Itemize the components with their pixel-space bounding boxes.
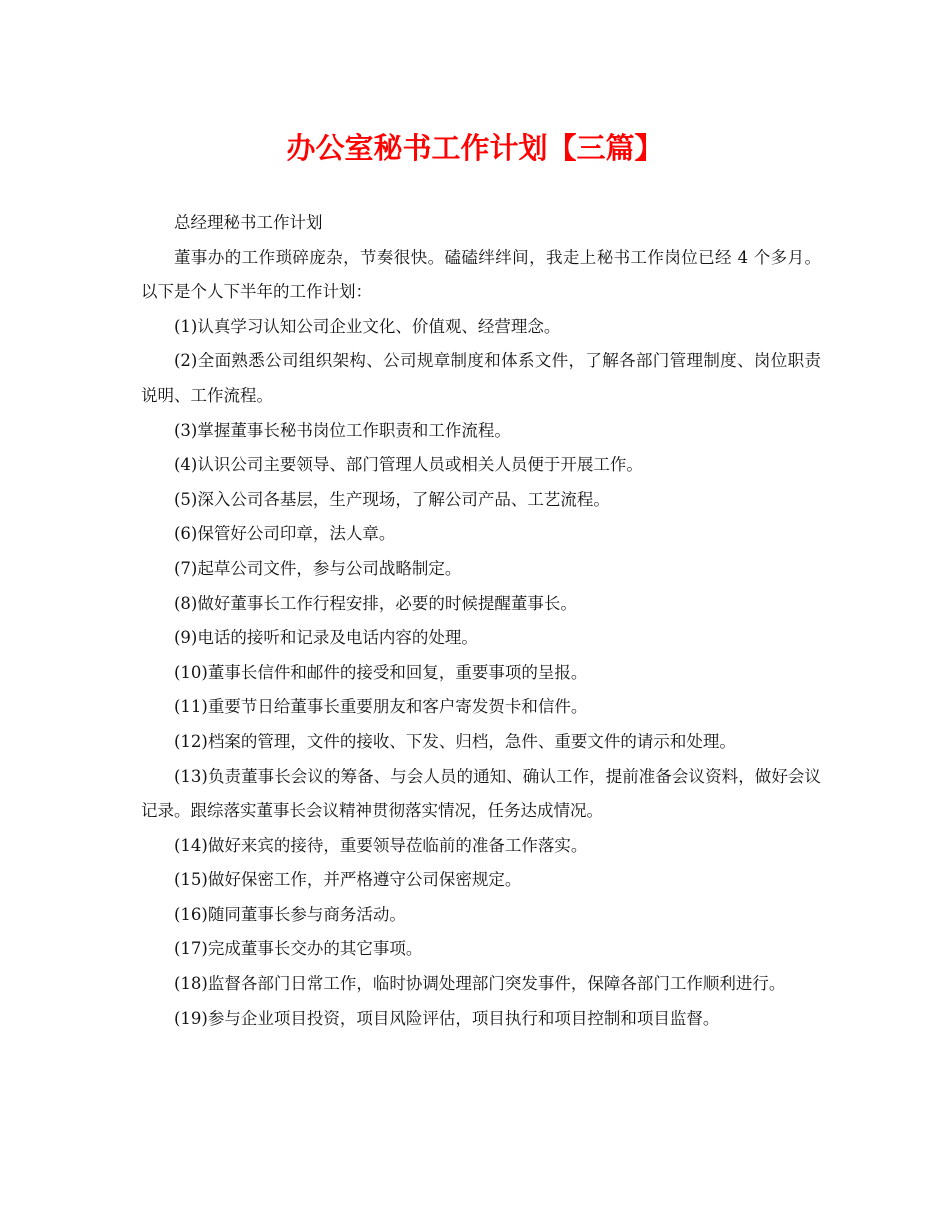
list-item: (9)电话的接听和记录及电话内容的处理。 — [174, 628, 478, 648]
list-item: (11)重要节日给董事长重要朋友和客户寄发贺卡和信件。 — [174, 697, 588, 717]
list-item: (1)认真学习认知公司企业文化、价值观、经营理念。 — [174, 316, 561, 336]
list-item: (5)深入公司各基层，生产现场，了解公司产品、工艺流程。 — [174, 489, 610, 509]
document-title: 办公室秘书工作计划【三篇】 — [286, 131, 664, 165]
list-item: (12)档案的管理，文件的接收、下发、归档，急件、重要文件的请示和处理。 — [174, 731, 736, 751]
list-item: (2)全面熟悉公司组织架构、公司规章制度和体系文件，了解各部门管理制度、岗位职责说明、工作流程。 — [141, 351, 821, 405]
list-item: (19)参与企业项目投资，项目风险评估，项目执行和项目控制和项目监督。 — [174, 1008, 720, 1028]
list-item: (3)掌握董事长秘书岗位工作职责和工作流程。 — [174, 420, 511, 440]
list-item: (17)完成董事长交办的其它事项。 — [174, 939, 423, 959]
list-item: (4)认识公司主要领导、部门管理人员或相关人员便于开展工作。 — [174, 455, 643, 475]
list-item: (8)做好董事长工作行程安排，必要的时候提醒董事长。 — [174, 593, 577, 613]
list-item: (15)做好保密工作，并严格遵守公司保密规定。 — [174, 870, 522, 890]
list-item: (7)起草公司文件，参与公司战略制定。 — [174, 558, 462, 578]
list-item: (16)随同董事长参与商务活动。 — [174, 904, 406, 924]
list-item: (6)保管好公司印章，法人章。 — [174, 524, 396, 544]
paragraph-section-heading: 总经理秘书工作计划 — [174, 213, 323, 232]
list-item: (10)董事长信件和邮件的接受和回复，重要事项的呈报。 — [174, 662, 588, 682]
document-body — [141, 206, 821, 1036]
list-item: (14)做好来宾的接待，重要领导莅临前的准备工作落实。 — [174, 835, 588, 855]
paragraph-intro: 董事办的工作琐碎庞杂，节奏很快。磕磕绊绊间，我走上秘书工作岗位已经 4 个多月。以下是个人下半年的工作计划： — [141, 247, 821, 302]
list-item: (18)监督各部门日常工作，临时协调处理部门突发事件，保障各部门工作顺利进行。 — [174, 974, 786, 994]
list-item: (13)负责董事长会议的筹备、与会人员的通知、确认工作，提前准备会议资料，做好会议记录。跟综落实董事长会议精神贯彻落实情况，任务达成情况。 — [141, 766, 821, 821]
